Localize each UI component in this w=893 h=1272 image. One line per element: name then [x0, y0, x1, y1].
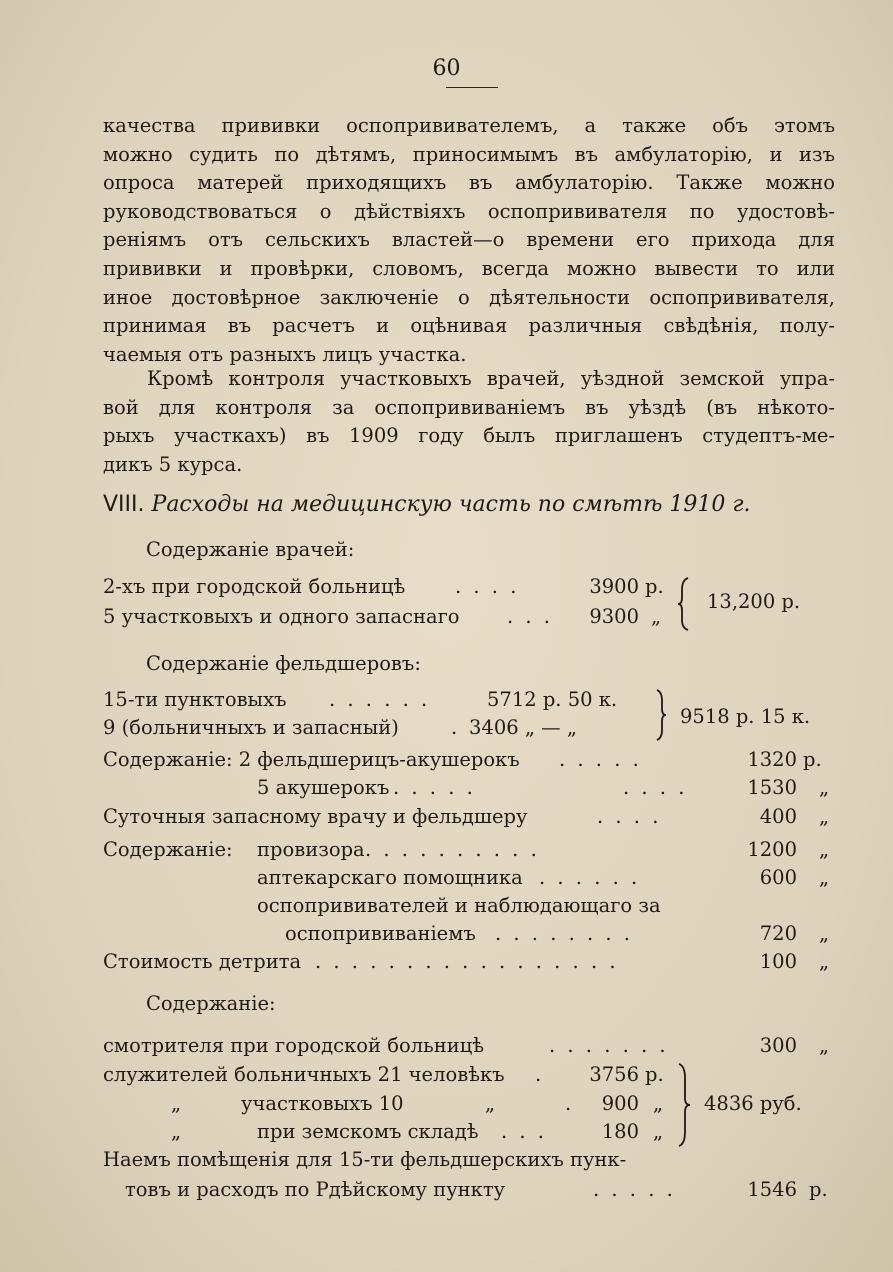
leader-dots: . . . . . . . [549, 1034, 669, 1057]
servants-total: 4836 руб. [704, 1092, 802, 1115]
row-amount: 3900 [589, 575, 639, 598]
doctors-heading: Содержаніе врачей: [146, 538, 355, 561]
text-line: принимая въ расчетъ и оцѣнивая различныя свѣдѣнія, полу- [103, 314, 835, 338]
row-suffix: „ [653, 1120, 664, 1143]
row-amount: 400 [759, 805, 797, 828]
row-amount: 900 [601, 1092, 639, 1115]
text-line: рыхъ участкахъ) въ 1909 году былъ приглашенъ студептъ-ме- [103, 424, 835, 448]
row-label: Суточныя запасному врачу и фельдшеру [103, 805, 528, 828]
leader-dots: . . . . . . [539, 866, 641, 889]
row-label: Содержаніе: 2 фельдшерицъ-акушерокъ [103, 748, 520, 771]
leader-dots: . [565, 1092, 575, 1115]
row-suffix: „ [819, 950, 830, 973]
row-label: при земскомъ складѣ [257, 1120, 479, 1143]
row-label: служителей больничныхъ 21 человѣкъ [103, 1063, 505, 1086]
maintenance-heading: Содержаніе: [146, 992, 276, 1015]
row-label: товъ и расходъ по Рдѣйскому пункту [125, 1178, 506, 1201]
right-brace [676, 576, 694, 632]
row-label: „ [171, 1092, 182, 1115]
row-label: 5 акушерокъ [257, 776, 390, 799]
leader-dots: . . . [507, 605, 553, 628]
row-amount: 600 [759, 866, 797, 889]
row-label: 9 (больничныхъ и запасный) [103, 716, 399, 739]
row-label: аптекарскаго помощника [257, 866, 523, 889]
leader-dots: . . . . . [393, 776, 476, 799]
row-label: Стоимость детрита [103, 950, 302, 973]
text-line: реніямъ отъ сельскихъ властей—о времени его прихода для [103, 228, 835, 252]
leader-dots: . . . . [597, 805, 662, 828]
text-line: иное достовѣрное заключеніе о дѣятельности оспопрививателя, [103, 285, 835, 309]
row-suffix: „ [651, 605, 662, 628]
row-suffix: „ [819, 838, 830, 861]
feldshers-total: 9518 р. 15 к. [680, 705, 811, 728]
row-amount: 3406 „ — „ [469, 716, 577, 739]
leader-dots: . . . . . . . . [495, 922, 633, 945]
text-line: прививки и провѣрки, словомъ, всегда можно вывести то или [103, 256, 835, 280]
right-brace [676, 1062, 694, 1148]
row-amount: 100 [759, 950, 797, 973]
row-label: „ [485, 1092, 496, 1115]
leader-dots: . [535, 1063, 545, 1086]
row-amount: 5712 р. 50 к. [487, 688, 618, 711]
page-number-rule [446, 87, 498, 88]
row-suffix: р. [645, 575, 664, 598]
section-title: Расходы на медицинскую часть по смѣтѣ 1910 г. [151, 492, 751, 517]
paragraph-1 [103, 112, 835, 369]
row-suffix: р. [809, 1178, 828, 1201]
row-label: смотрителя при городской больницѣ [103, 1034, 484, 1057]
text-line: можно судить по дѣтямъ, приносимымъ въ амбулаторію, и изъ [103, 142, 835, 166]
row-amount: 180 [601, 1120, 639, 1143]
row-amount: 1320 [747, 748, 797, 771]
row-amount: 3756 [589, 1063, 639, 1086]
row-suffix: „ [653, 1092, 664, 1115]
row-label: Содержаніе: [103, 838, 233, 861]
row-suffix: „ [819, 922, 830, 945]
row-label: 2-хъ при городской больницѣ [103, 575, 406, 598]
leader-dots: . . . . . . . . . . [365, 838, 540, 861]
row-suffix: „ [819, 805, 830, 828]
row-suffix: р. [803, 748, 822, 771]
leader-dots: . . . . . . [329, 688, 431, 711]
leader-dots: . . . . [623, 776, 688, 799]
row-label: 5 участковыхъ и одного запаснаго [103, 605, 460, 628]
text-line: Кромѣ контроля участковыхъ врачей, уѣздной земской упра- [147, 367, 835, 390]
page-number: 60 [432, 56, 461, 81]
paragraph-2 [103, 365, 835, 479]
right-brace [654, 688, 670, 742]
feldshers-heading: Содержаніе фельдшеровъ: [146, 652, 421, 675]
row-amount: 720 [759, 922, 797, 945]
leader-dots: . . . . . [559, 748, 642, 771]
leader-dots: . . . . . [593, 1178, 676, 1201]
row-label: „ [171, 1120, 182, 1143]
text-line: дикъ 5 курса. [103, 452, 243, 476]
row-amount: 300 [759, 1034, 797, 1057]
doctors-total: 13,200 р. [707, 590, 801, 613]
text-line: опроса матерей приходящихъ въ амбулаторію. Также можно [103, 171, 835, 195]
section-heading [103, 492, 838, 517]
row-suffix: „ [819, 776, 830, 799]
row-label: Наемъ помѣщенія для 15-ти фельдшерскихъ пунк- [103, 1148, 627, 1171]
row-amount: 1546 [747, 1178, 797, 1201]
row-label: 15-ти пунктовыхъ [103, 688, 287, 711]
row-label: провизора [257, 838, 365, 861]
row-amount: 1530 [747, 776, 797, 799]
leader-dots: . . . . [455, 575, 520, 598]
text-line: качества прививки оспопрививателемъ, а также объ этомъ [103, 114, 835, 137]
row-amount: 1200 [747, 838, 797, 861]
row-amount: 9300 [589, 605, 639, 628]
text-line: чаемыя отъ разныхъ лицъ участка. [103, 342, 467, 366]
leader-dots: . [451, 716, 461, 739]
row-label: оспопрививателей и наблюдающаго за [257, 894, 661, 917]
leader-dots: . . . [501, 1120, 547, 1143]
section-number: VIII. [103, 492, 145, 517]
text-line: вой для контроля за оспопрививаніемъ въ уѣздѣ (въ нѣкото- [103, 395, 835, 419]
text-line: руководствоваться о дѣйствіяхъ оспопрививателя по удостовѣ- [103, 199, 835, 223]
row-suffix: „ [819, 866, 830, 889]
row-suffix: р. [645, 1063, 664, 1086]
row-label: участковыхъ 10 [241, 1092, 404, 1115]
leader-dots: . . . . . . . . . . . . . . . . . [315, 950, 619, 973]
row-suffix: „ [819, 1034, 830, 1057]
row-label: оспопрививаніемъ [285, 922, 476, 945]
